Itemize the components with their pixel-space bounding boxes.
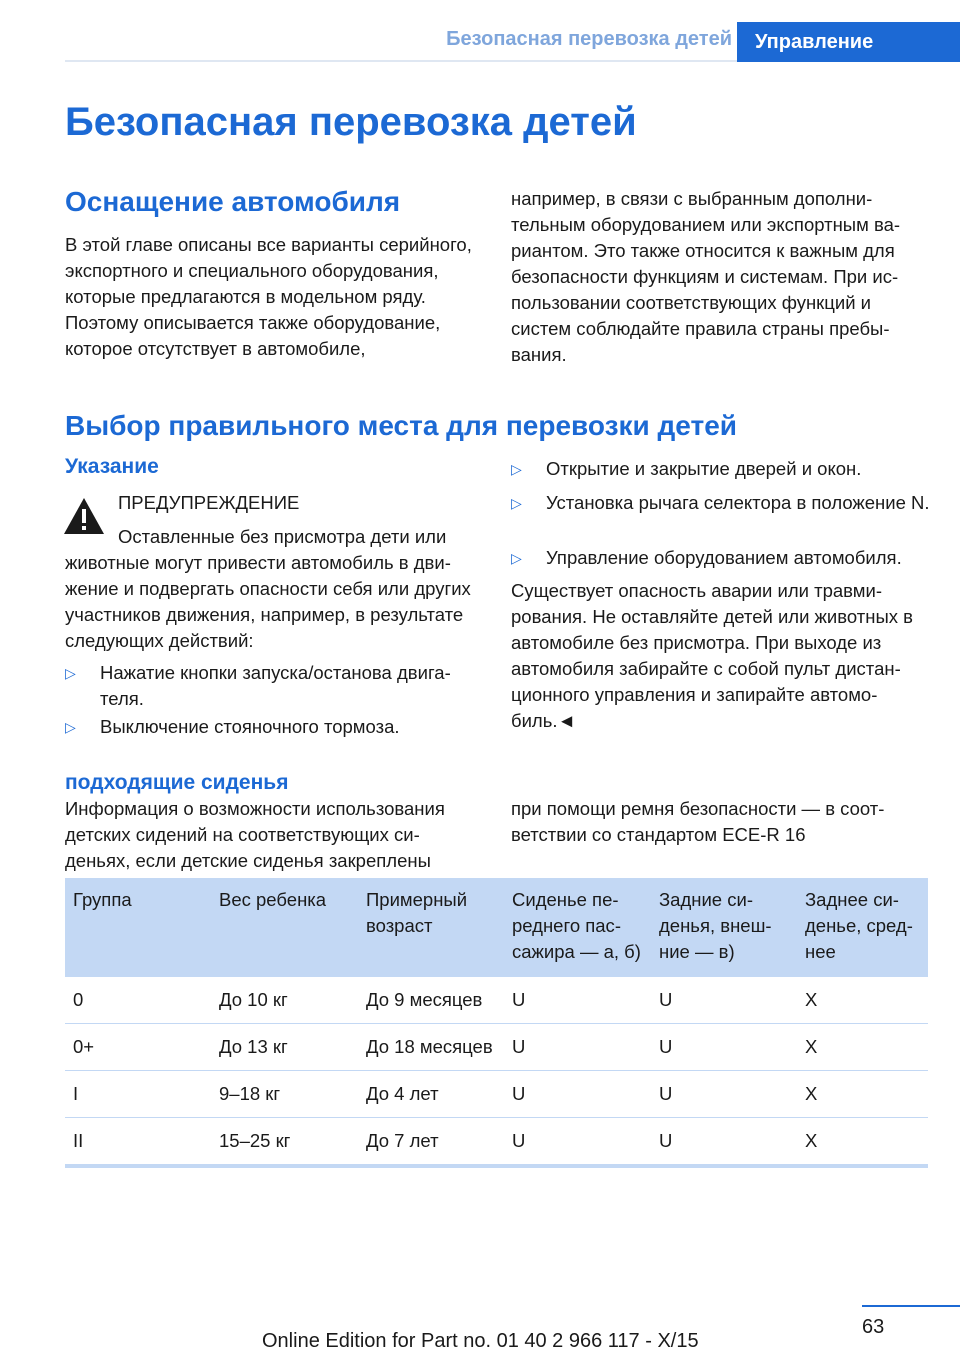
seats-text-left: Информация о возможности использования детских сидений на соответствующих сиденьях, если детские сиденья закреплены [65,798,445,871]
list-item [65,714,477,740]
table-cell: X [797,1071,928,1118]
table-cell: U [504,1024,651,1071]
table-cell: X [797,1118,928,1167]
seats-heading: подходящие сиденья [65,771,289,794]
table-row [65,1024,928,1071]
equipment-text-left: В этой главе описаны все варианты серийного, экспортного и специального оборудования, которые предлагаются в модельном ряду. Поэтому описывается также оборудование, которое отсутствует в автомобиле, [65,234,472,359]
list-item-text: Открытие и закрытие дверей и окон. [546,458,862,479]
column-header: Примерный возраст [358,878,504,977]
column-header: Заднее сиденье, среднее [797,878,928,977]
list-item-text: Управление оборудованием автомобиля. [546,547,902,568]
warning-title: ПРЕДУПРЕЖДЕНИЕ [118,492,300,513]
header-chapter-tab: Управление [737,22,960,62]
table-cell: X [797,977,928,1024]
table-cell: 0 [65,977,211,1024]
column-header: Задние сиденья, внешние — в) [651,878,797,977]
section-heading-equipment: Оснащение автомобиля [65,186,401,217]
table-cell: II [65,1118,211,1167]
triangle-right-icon: ▷ [65,719,76,735]
header-rule [65,60,737,62]
list-item [511,545,931,571]
section-heading-place: Выбор правильного места для перевозки детей [65,410,737,441]
table-row [65,1118,928,1167]
table-cell: U [504,1118,651,1167]
list-item-text: Выключение стояночного тормоза. [100,716,400,737]
table-cell: До 13 кг [211,1024,358,1071]
table-cell: I [65,1071,211,1118]
column-header: Группа [65,878,211,977]
table-cell: До 18 месяцев [358,1024,504,1071]
column-header: Вес ребенка [211,878,358,977]
table-header-row [65,878,928,977]
table-cell: До 10 кг [211,977,358,1024]
table-cell: X [797,1024,928,1071]
header-section-title: Безопасная перевозка детей [446,28,732,50]
table-cell: 0+ [65,1024,211,1071]
note-heading: Указание [65,455,159,478]
triangle-right-icon: ▷ [511,550,522,566]
table-cell: U [651,1071,797,1118]
closing-text: Существует опасность аварии или травмирования. Не оставляйте детей или животных в автомобиле без присмотра. При выходе из автомобиля забирайте с собой пульт дистанционного управления и запирайте автомобиль.◄ [511,580,913,731]
warning-text: Оставленные без присмотра дети или животные могут привести автомобиль в движение и подвергать опасности себя или других участников движения, например, в результате следующих действий: [65,526,471,651]
table-cell: До 9 месяцев [358,977,504,1024]
list-item [511,456,931,482]
footer-edition: Online Edition for Part no. 01 40 2 966 117 - X/15 [262,1330,699,1352]
list-item-text: Установка рычага селектора в положение N. [546,492,930,513]
table-cell: U [651,1024,797,1071]
footer-rule [862,1305,960,1307]
table-cell: U [504,977,651,1024]
seats-text-right: при помощи ремня безопасности — в соответствии со стандартом ECE-R 16 [511,798,885,845]
table-cell: До 7 лет [358,1118,504,1167]
table-cell: U [651,977,797,1024]
list-item [511,490,931,516]
page-title: Безопасная перевозка детей [65,100,637,144]
table-cell: U [651,1118,797,1167]
table-cell: 15–25 кг [211,1118,358,1167]
triangle-right-icon: ▷ [511,495,522,511]
table-row [65,977,928,1024]
page-number: 63 [862,1316,885,1338]
table-cell: U [504,1071,651,1118]
child-seat-table [65,878,928,1168]
list-item-text: Нажатие кнопки запуска/останова двигателя. [100,662,451,709]
column-header: Сиденье переднего пассажира — а, б) [504,878,651,977]
list-item [65,660,477,712]
triangle-right-icon: ▷ [511,461,522,477]
table-cell: До 4 лет [358,1071,504,1118]
equipment-text-right: например, в связи с выбранным дополнительным оборудованием или экспортным вариантом. Это также относится к важным для безопасности функциям и системам. При использовании соответствующих функций и систем соблюдайте правила страны пребывания. [511,188,901,365]
triangle-right-icon: ▷ [65,665,76,681]
table-cell: 9–18 кг [211,1071,358,1118]
table-row [65,1071,928,1118]
